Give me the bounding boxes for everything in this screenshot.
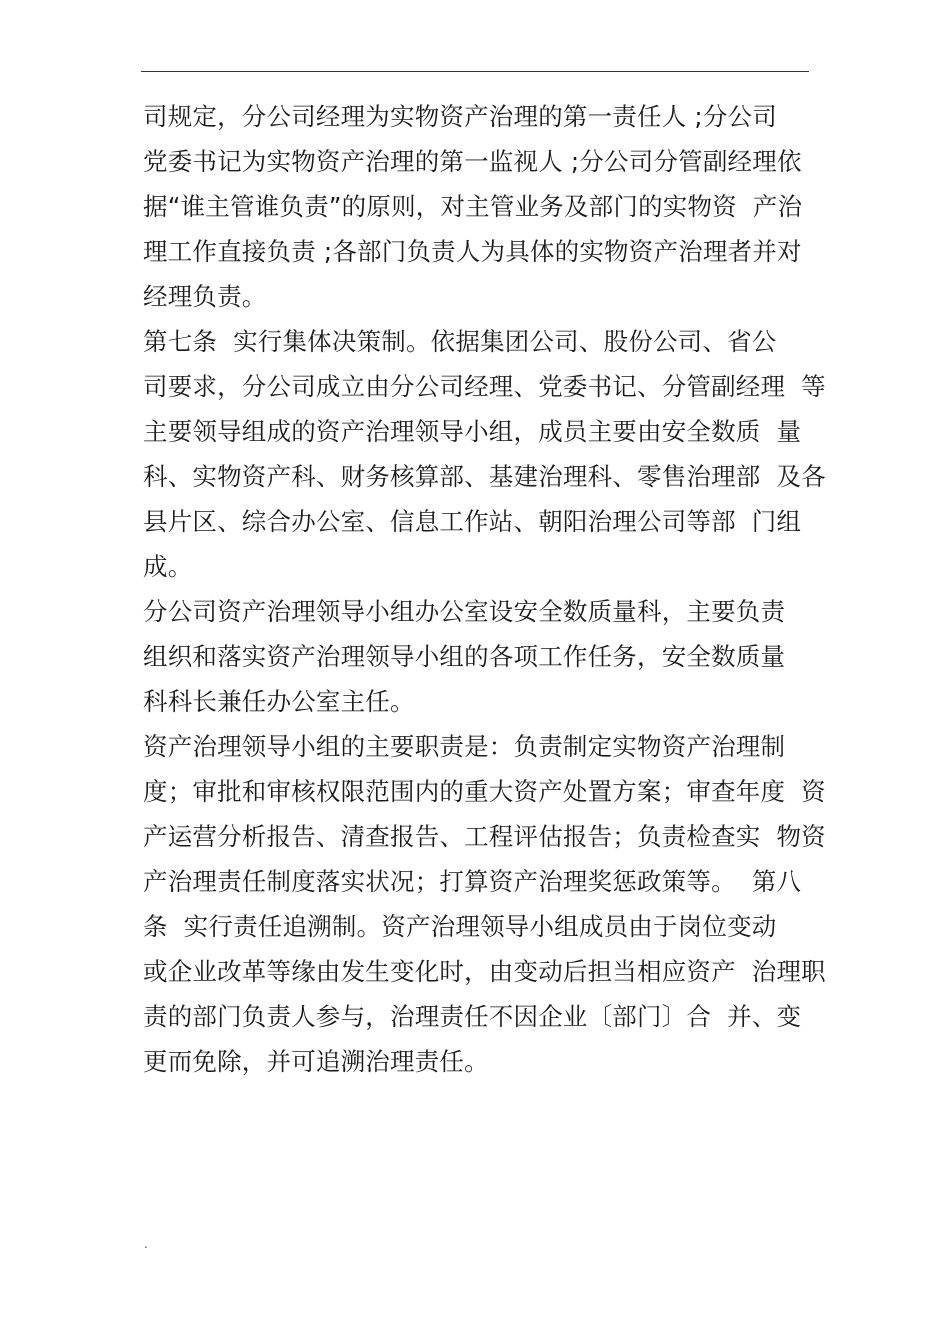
text-line: 科科长兼任办公室主任。 <box>143 687 415 716</box>
text-line: 据“谁主管谁负责”的原则，对主管业务及部门的实物资 产治 <box>143 192 803 221</box>
text-line: 责的部门负责人参与，治理责任不因企业〔部门〕合 并、变 <box>143 1002 802 1031</box>
text-line: 分公司资产治理领导小组办公室设安全数质量科，主要负责 <box>143 597 786 626</box>
text-line: 科、实物资产科、财务核算部、基建治理科、零售治理部 及各 <box>143 462 826 491</box>
text-line: 经理负责。 <box>143 282 267 311</box>
text-line: 司要求，分公司成立由分公司经理、党委书记、分管副经理 等 <box>143 372 826 401</box>
text-line: 司规定，分公司经理为实物资产治理的第一责任人 ;分公司 <box>143 102 777 131</box>
text-line: 县片区、综合办公室、信息工作站、朝阳治理公司等部 门组 <box>143 507 802 536</box>
footer-mark: . <box>144 1237 148 1251</box>
text-line: 条 实行责任追溯制。资产治理领导小组成员由于岗位变动 <box>143 912 777 941</box>
document-body <box>143 94 826 1084</box>
text-line: 主要领导组成的资产治理领导小组，成员主要由安全数质 量 <box>143 417 802 446</box>
text-line: 成。 <box>143 552 193 581</box>
header-rule <box>141 71 809 72</box>
text-line: 产运营分析报告、清查报告、工程评估报告；负责检查实 物资 <box>143 822 826 851</box>
text-line: 产治理责任制度落实状况；打算资产治理奖惩政策等。 第八 <box>143 867 802 896</box>
text-line: 或企业改革等缘由发生变化时，由变动后担当相应资产 治理职 <box>143 957 826 986</box>
text-line: 更而免除，并可追溯治理责任。 <box>143 1047 489 1076</box>
text-line: 理工作直接负责 ;各部门负责人为具体的实物资产治理者并对 <box>143 237 802 266</box>
text-line: 第七条 实行集体决策制。依据集团公司、股份公司、省公 <box>143 327 777 356</box>
text-line: 资产治理领导小组的主要职责是：负责制定实物资产治理制 <box>143 732 786 761</box>
text-line: 党委书记为实物资产治理的第一监视人 ;分公司分管副经理依 <box>143 147 802 176</box>
text-line: 度；审批和审核权限范围内的重大资产处置方案；审查年度 资 <box>143 777 826 806</box>
text-line: 组织和落实资产治理领导小组的各项工作任务，安全数质量 <box>143 642 786 671</box>
